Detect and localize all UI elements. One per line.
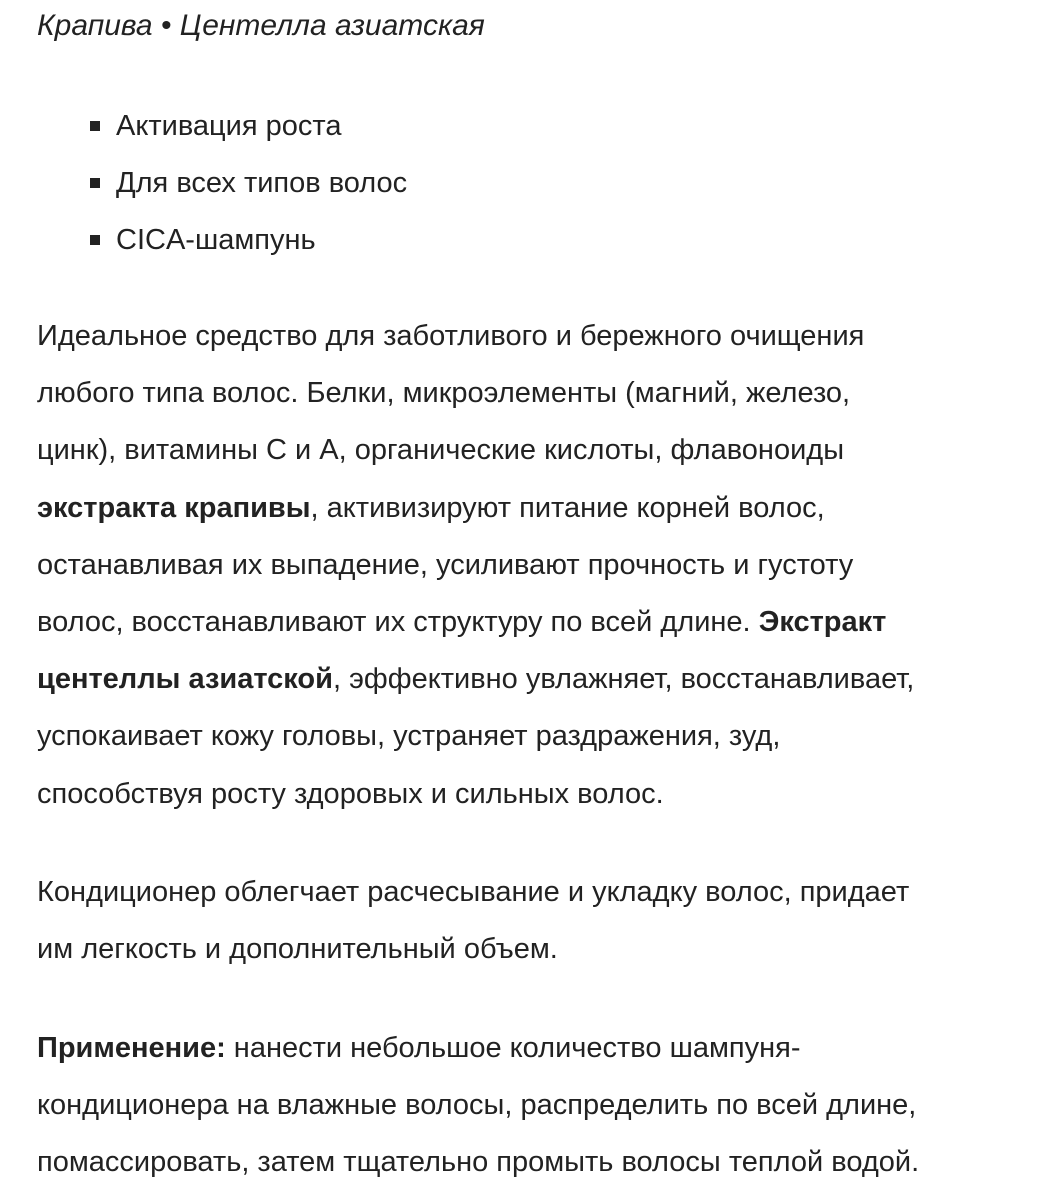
description-line (37, 480, 1047, 537)
usage-paragraph (37, 1020, 1047, 1192)
description-line: способствуя росту здоровых и сильных волос. (37, 777, 664, 810)
description-text: , эффективно увлажняет, восстанавливает, (332, 663, 915, 696)
feature-item (90, 218, 407, 275)
square-bullet-icon (90, 178, 100, 188)
nettle-extract-highlight: экстракта крапивы (37, 491, 311, 524)
feature-list (90, 104, 407, 275)
description-line: Идеальное средство для заботливого и бережного очищения (37, 320, 865, 352)
feature-item (90, 104, 407, 161)
usage-label: Применение: (37, 1032, 226, 1064)
centella-extract-highlight: центеллы азиатской (37, 663, 333, 696)
feature-text: CICA-шампунь (116, 224, 316, 256)
description-line: любого типа волос. Белки, микроэлементы (магний, железо, (37, 377, 851, 410)
usage-text: нанести небольшое количество шампуня- (225, 1032, 801, 1064)
centella-extract-highlight: Экстракт (758, 606, 887, 639)
feature-item (90, 161, 407, 218)
description-line (37, 594, 1047, 651)
conditioner-line: им легкость и дополнительный объем. (37, 933, 558, 966)
description-line: останавливая их выпадение, усиливают прочность и густоту (37, 548, 854, 581)
description-line: успокаивает кожу головы, устраняет раздражения, зуд, (37, 720, 781, 753)
conditioner-line: Кондиционер облегчает расчесывание и укладку волос, придает (37, 876, 910, 908)
usage-line: кондиционера на влажные волосы, распределить по всей длине, (37, 1089, 917, 1122)
usage-line: помассировать, затем тщательно промыть волосы теплой водой. (37, 1146, 920, 1179)
square-bullet-icon (90, 121, 100, 131)
description-line: цинк), витамины С и А, органические кислоты, флавоноиды (37, 434, 845, 467)
usage-line (37, 1020, 1047, 1077)
description-line (37, 651, 1047, 708)
square-bullet-icon (90, 235, 100, 245)
description-text: волос, восстанавливают их структуру по всей длине. (37, 606, 759, 639)
description-text: , активизируют питание корней волос, (310, 491, 825, 524)
description-paragraph (37, 308, 1047, 823)
product-subtitle: Крапива • Центелла азиатская (37, 9, 485, 42)
conditioner-paragraph (37, 864, 1047, 978)
feature-text: Активация роста (116, 110, 342, 142)
feature-text: Для всех типов волос (116, 167, 408, 199)
